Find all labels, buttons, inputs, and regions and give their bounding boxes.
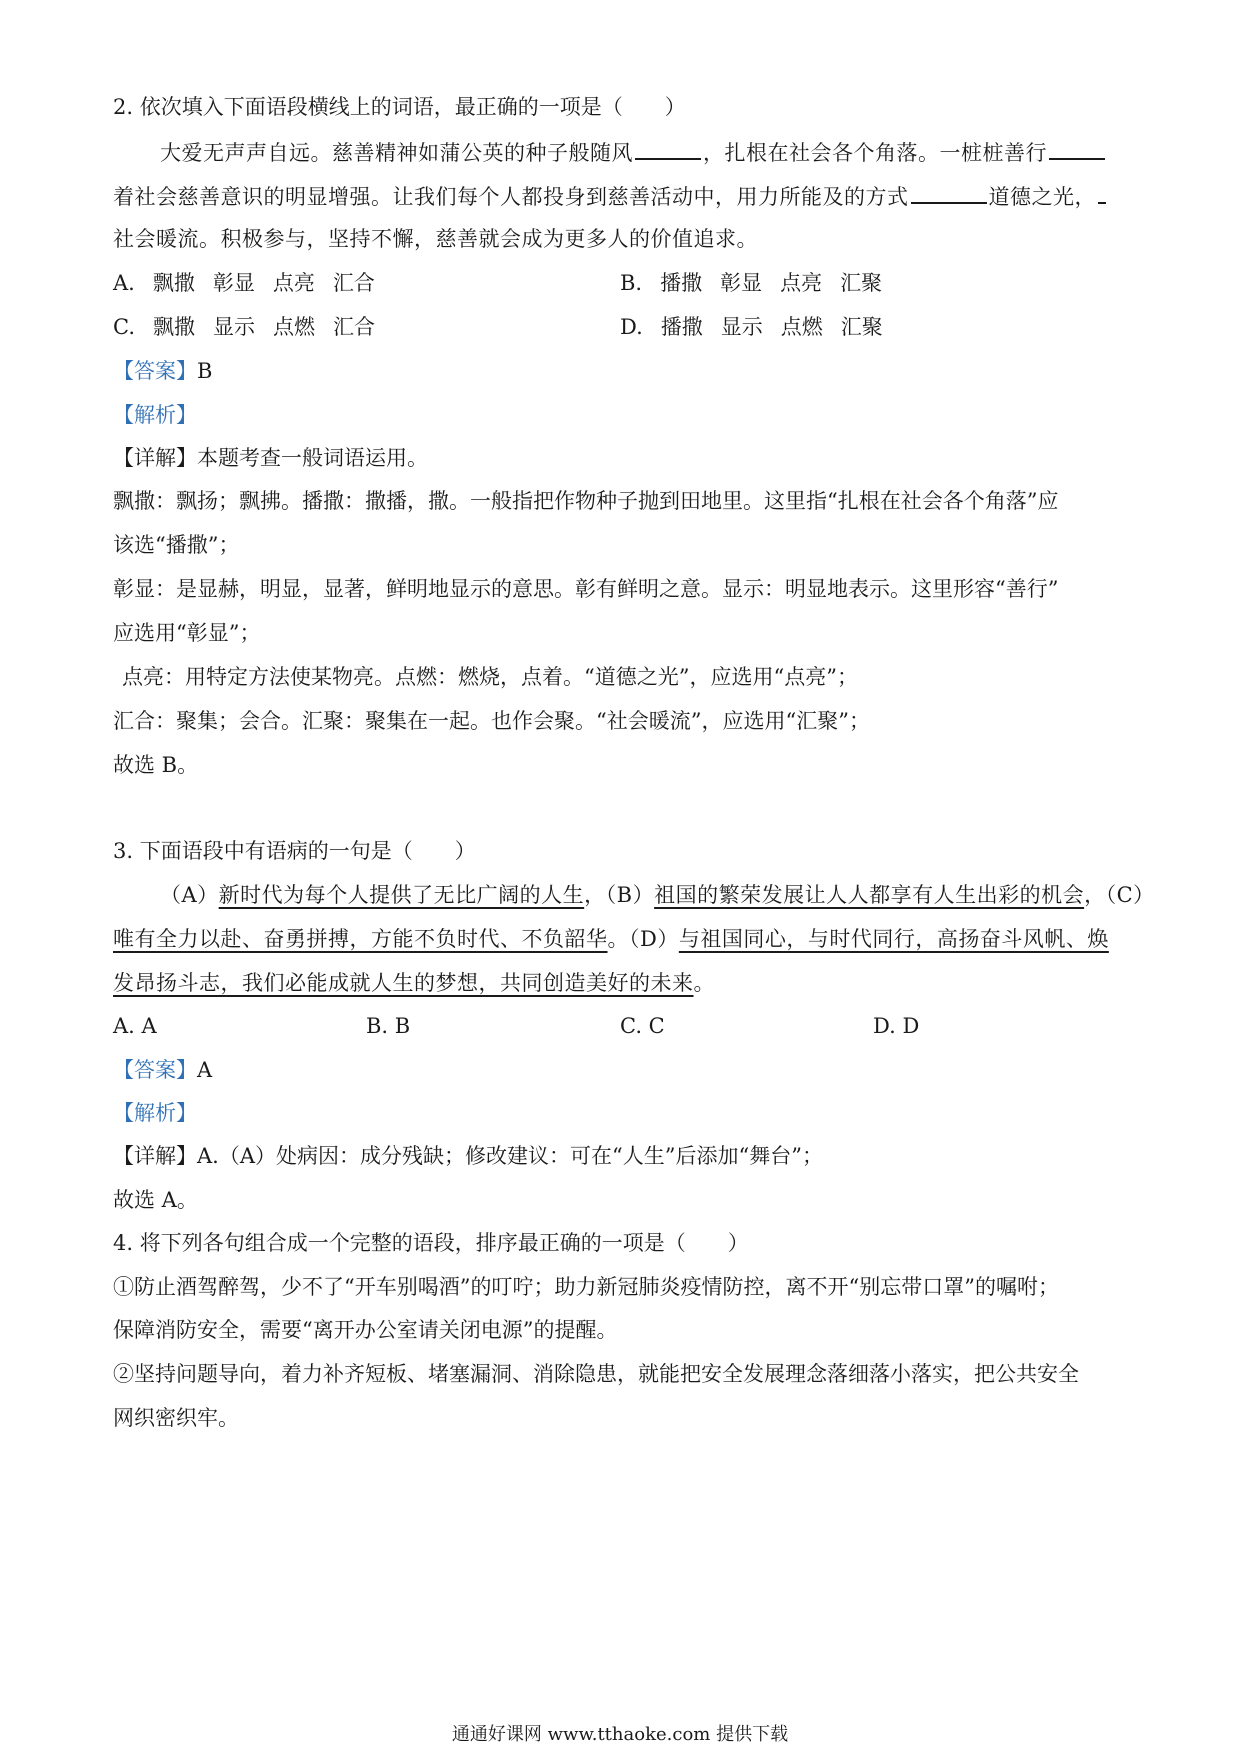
- q2-passage-text: ，扎根在社会各个角落。一桩桩善行: [703, 141, 1047, 165]
- q2-analysis-tag: 【解析】: [113, 403, 197, 427]
- sentence-c: 唯有全力以赴、奋勇拼搏，方能不负时代、不负韶华: [113, 927, 608, 951]
- q3-passage-line-1: （A）新时代为每个人提供了无比广阔的人生，（B）祖国的繁荣发展让人人都享有人生出彩的机会，（C）: [160, 883, 1155, 907]
- q2-detail: 【详解】本题考查一般词语运用。: [113, 446, 428, 470]
- blank-3: [911, 180, 987, 204]
- q3-conclusion: 故选 A。: [113, 1188, 198, 1212]
- answer-value: B: [197, 359, 213, 383]
- q2-answer: [113, 356, 1140, 386]
- q3-answer: [113, 1055, 1140, 1085]
- q2-explanation-2b: 应选用“彰显”；: [113, 621, 261, 645]
- q2-passage-line-1: [160, 136, 1140, 168]
- q3-option-c: C. C: [620, 1014, 665, 1038]
- q2-explanation-1a: 飘撒：飘扬；飘拂。播撒：撒播，撒。一般指把作物种子抛到田地里。这里指“扎根在社会各个角落”应: [113, 489, 1059, 513]
- q2-explanation-1b: 该选“播撒”；: [113, 533, 240, 557]
- q3-option-d: D. D: [873, 1014, 920, 1038]
- sentence-b: 祖国的繁荣发展让人人都享有人生出彩的机会: [654, 883, 1085, 907]
- q2-explanation-3: 点亮：用特定方法使某物亮。点燃：燃烧，点着。“道德之光”，应选用“点亮”；: [122, 665, 858, 689]
- page-footer: 通通好课网 www.tthaoke.com 提供下载: [451, 1724, 789, 1745]
- blank-2: [1049, 136, 1105, 160]
- q2-passage-text: 大爱无声声自远。慈善精神如蒲公英的种子般随风: [160, 141, 633, 165]
- q4-question: 4. 将下列各句组合成一个完整的语段，排序最正确的一项是（ ）: [113, 1231, 749, 1255]
- q2-passage-text: 着社会慈善意识的明显增强。让我们每个人都投身到慈善活动中，用力所能及的方式: [113, 185, 909, 209]
- q3-passage-line-3: 发昂扬斗志，我们必能成就人生的梦想，共同创造美好的未来。: [113, 971, 715, 995]
- q2-option-b: B. 播撒 彰显 点亮 汇聚: [620, 271, 883, 295]
- q2-explanation-4: 汇合：聚集；会合。汇聚：聚集在一起。也作会聚。“社会暖流”，应选用“汇聚”；: [113, 709, 870, 733]
- q4-sentence-2b: 网织密织牢。: [113, 1406, 239, 1430]
- blank-1: [635, 136, 701, 160]
- q3-detail: 【详解】A.（A）处病因：成分残缺；修改建议：可在“人生”后添加“舞台”；: [113, 1144, 823, 1168]
- q2-conclusion: 故选 B。: [113, 753, 199, 777]
- q4-sentence-1b: 保障消防安全，需要“离开办公室请关闭电源”的提醒。: [113, 1318, 618, 1342]
- q2-option-a: A. 飘撒 彰显 点亮 汇合: [113, 271, 375, 295]
- answer-value: A: [197, 1058, 213, 1082]
- q2-option-d: D. 播撒 显示 点燃 汇聚: [620, 315, 883, 339]
- answer-tag: 【答案】: [113, 359, 197, 383]
- q2-explanation-2a: 彰显：是显赫，明显，显著，鲜明地显示的意思。彰有鲜明之意。显示：明显地表示。这里形容“善行”: [113, 577, 1059, 601]
- q3-question: 3. 下面语段中有语病的一句是（ ）: [113, 839, 476, 863]
- q2-option-c: C. 飘撒 显示 点燃 汇合: [113, 315, 375, 339]
- q2-passage-text: 道德之光，: [988, 185, 1096, 209]
- q3-passage-line-2: 唯有全力以赴、奋勇拼搏，方能不负时代、不负韶华。（D）与祖国同心，与时代同行，高扬奋斗风帆、焕: [113, 927, 1109, 951]
- blank-4: [1098, 180, 1106, 204]
- q3-option-a: A. A: [113, 1014, 157, 1038]
- q3-analysis-tag: 【解析】: [113, 1101, 197, 1125]
- answer-tag: 【答案】: [113, 1058, 197, 1082]
- q4-sentence-2a: ②坚持问题导向，着力补齐短板、堵塞漏洞、消除隐患，就能把安全发展理念落细落小落实，把公共安全: [113, 1362, 1079, 1386]
- q2-passage-line-3: 社会暖流。积极参与，坚持不懈，慈善就会成为更多人的价值追求。: [113, 227, 758, 251]
- sentence-a: 新时代为每个人提供了无比广阔的人生: [218, 883, 585, 907]
- sentence-d: 与祖国同心，与时代同行，高扬奋斗风帆、焕: [678, 927, 1109, 951]
- sentence-d-cont: 发昂扬斗志，我们必能成就人生的梦想，共同创造美好的未来: [113, 971, 694, 995]
- q2-passage-line-2: [113, 180, 1140, 212]
- q2-question: 2. 依次填入下面语段横线上的词语，最正确的一项是（ ）: [113, 95, 686, 119]
- q3-option-b: B. B: [366, 1014, 411, 1038]
- q4-sentence-1a: ①防止酒驾醉驾，少不了“开车别喝酒”的叮咛；助力新冠肺炎疫情防控，离不开“别忘带口罩”的嘱咐；: [113, 1275, 1059, 1299]
